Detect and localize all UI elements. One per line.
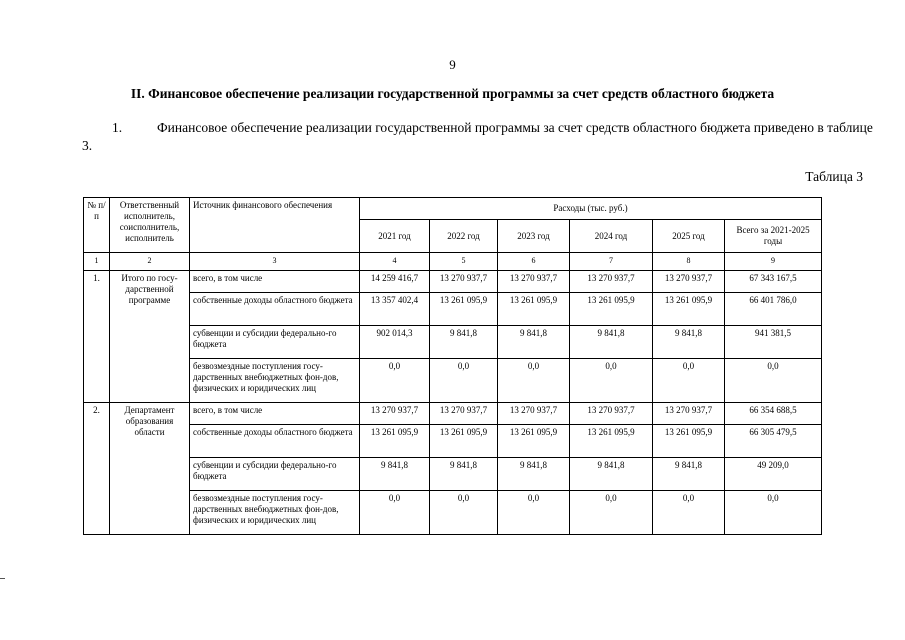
value-cell: 941 381,5	[725, 326, 822, 359]
value-cell: 9 841,8	[498, 458, 570, 491]
value-cell: 66 401 786,0	[725, 293, 822, 326]
header-year: 2022 год	[430, 220, 498, 253]
table-row	[84, 491, 822, 535]
header-year: 2021 год	[360, 220, 430, 253]
value-cell: 9 841,8	[498, 326, 570, 359]
value-cell: 67 343 167,5	[725, 271, 822, 293]
header-year: 2024 год	[570, 220, 653, 253]
value-cell: 13 270 937,7	[430, 271, 498, 293]
intro-paragraph	[82, 119, 882, 155]
value-cell: 9 841,8	[360, 458, 430, 491]
value-cell: 14 259 416,7	[360, 271, 430, 293]
intro-number: 1.	[112, 120, 123, 135]
column-index: 6	[498, 253, 570, 271]
section-heading: II. Финансовое обеспечение реализации государственной программы за счет средств областного бюджета	[130, 86, 775, 101]
value-cell: 0,0	[360, 359, 430, 403]
header-expenses: Расходы (тыс. руб.)	[360, 198, 822, 220]
column-index: 4	[360, 253, 430, 271]
table-row	[84, 403, 822, 425]
column-index: 1	[84, 253, 110, 271]
column-index: 2	[110, 253, 190, 271]
table-row	[84, 425, 822, 458]
value-cell: 13 270 937,7	[498, 403, 570, 425]
value-cell: 9 841,8	[430, 326, 498, 359]
intro-text: Финансовое обеспечение реализации государственной программы за счет средств областного бюджета приведено в таблице 3.	[82, 120, 873, 153]
value-cell: 13 261 095,9	[570, 425, 653, 458]
value-cell: 0,0	[570, 359, 653, 403]
value-cell: 9 841,8	[430, 458, 498, 491]
value-cell: 0,0	[653, 491, 725, 535]
value-cell: 66 354 688,5	[725, 403, 822, 425]
source-cell: всего, в том числе	[190, 403, 360, 425]
table-row	[84, 271, 822, 293]
value-cell: 13 270 937,7	[570, 403, 653, 425]
value-cell: 13 261 095,9	[360, 425, 430, 458]
column-index: 7	[570, 253, 653, 271]
header-total: Всего за 2021-2025 годы	[725, 220, 822, 253]
value-cell: 9 841,8	[570, 326, 653, 359]
header-year: 2025 год	[653, 220, 725, 253]
value-cell: 13 270 937,7	[653, 403, 725, 425]
value-cell: 0,0	[653, 359, 725, 403]
value-cell: 13 261 095,9	[653, 293, 725, 326]
value-cell: 13 261 095,9	[498, 293, 570, 326]
value-cell: 13 261 095,9	[570, 293, 653, 326]
column-index: 3	[190, 253, 360, 271]
value-cell: 13 357 402,4	[360, 293, 430, 326]
source-cell: субвенции и субсидии федерально-го бюджета	[190, 326, 360, 359]
page-number: 9	[449, 57, 456, 72]
value-cell: 9 841,8	[653, 326, 725, 359]
source-cell: безвозмездные поступления госу-дарственных внебюджетных фон-дов, физических и юридических лиц	[190, 359, 360, 403]
column-index: 5	[430, 253, 498, 271]
group-executor: Итого по госу-дарственной программе	[110, 271, 190, 403]
value-cell: 9 841,8	[653, 458, 725, 491]
value-cell: 0,0	[360, 491, 430, 535]
value-cell: 0,0	[498, 491, 570, 535]
column-index: 9	[725, 253, 822, 271]
value-cell: 13 261 095,9	[653, 425, 725, 458]
value-cell: 0,0	[725, 359, 822, 403]
value-cell: 13 270 937,7	[570, 271, 653, 293]
group-num: 2.	[84, 403, 110, 535]
value-cell: 13 261 095,9	[498, 425, 570, 458]
table-row	[84, 458, 822, 491]
value-cell: 13 270 937,7	[498, 271, 570, 293]
value-cell: 13 261 095,9	[430, 425, 498, 458]
value-cell: 0,0	[570, 491, 653, 535]
source-cell: собственные доходы областного бюджета	[190, 293, 360, 326]
margin-mark	[0, 578, 5, 579]
header-source: Источник финансового обеспечения	[190, 198, 360, 253]
value-cell: 902 014,3	[360, 326, 430, 359]
value-cell: 0,0	[430, 491, 498, 535]
source-cell: собственные доходы областного бюджета	[190, 425, 360, 458]
value-cell: 9 841,8	[570, 458, 653, 491]
source-cell: всего, в том числе	[190, 271, 360, 293]
value-cell: 13 270 937,7	[653, 271, 725, 293]
value-cell: 13 270 937,7	[360, 403, 430, 425]
header-year: 2023 год	[498, 220, 570, 253]
header-executor: Ответственный исполнитель, соисполнитель, исполнитель	[110, 198, 190, 253]
table-row	[84, 359, 822, 403]
value-cell: 49 209,0	[725, 458, 822, 491]
column-index: 8	[653, 253, 725, 271]
group-executor: Департамент образования области	[110, 403, 190, 535]
table-row	[84, 293, 822, 326]
table-row	[84, 326, 822, 359]
value-cell: 0,0	[430, 359, 498, 403]
header-num: № п/п	[84, 198, 110, 253]
table-caption: Таблица 3	[805, 169, 863, 184]
value-cell: 13 261 095,9	[430, 293, 498, 326]
value-cell: 0,0	[725, 491, 822, 535]
financing-table	[83, 197, 822, 535]
group-num: 1.	[84, 271, 110, 403]
value-cell: 13 270 937,7	[430, 403, 498, 425]
source-cell: субвенции и субсидии федерально-го бюджета	[190, 458, 360, 491]
source-cell: безвозмездные поступления госу-дарственных внебюджетных фон-дов, физических и юридических лиц	[190, 491, 360, 535]
value-cell: 66 305 479,5	[725, 425, 822, 458]
value-cell: 0,0	[498, 359, 570, 403]
